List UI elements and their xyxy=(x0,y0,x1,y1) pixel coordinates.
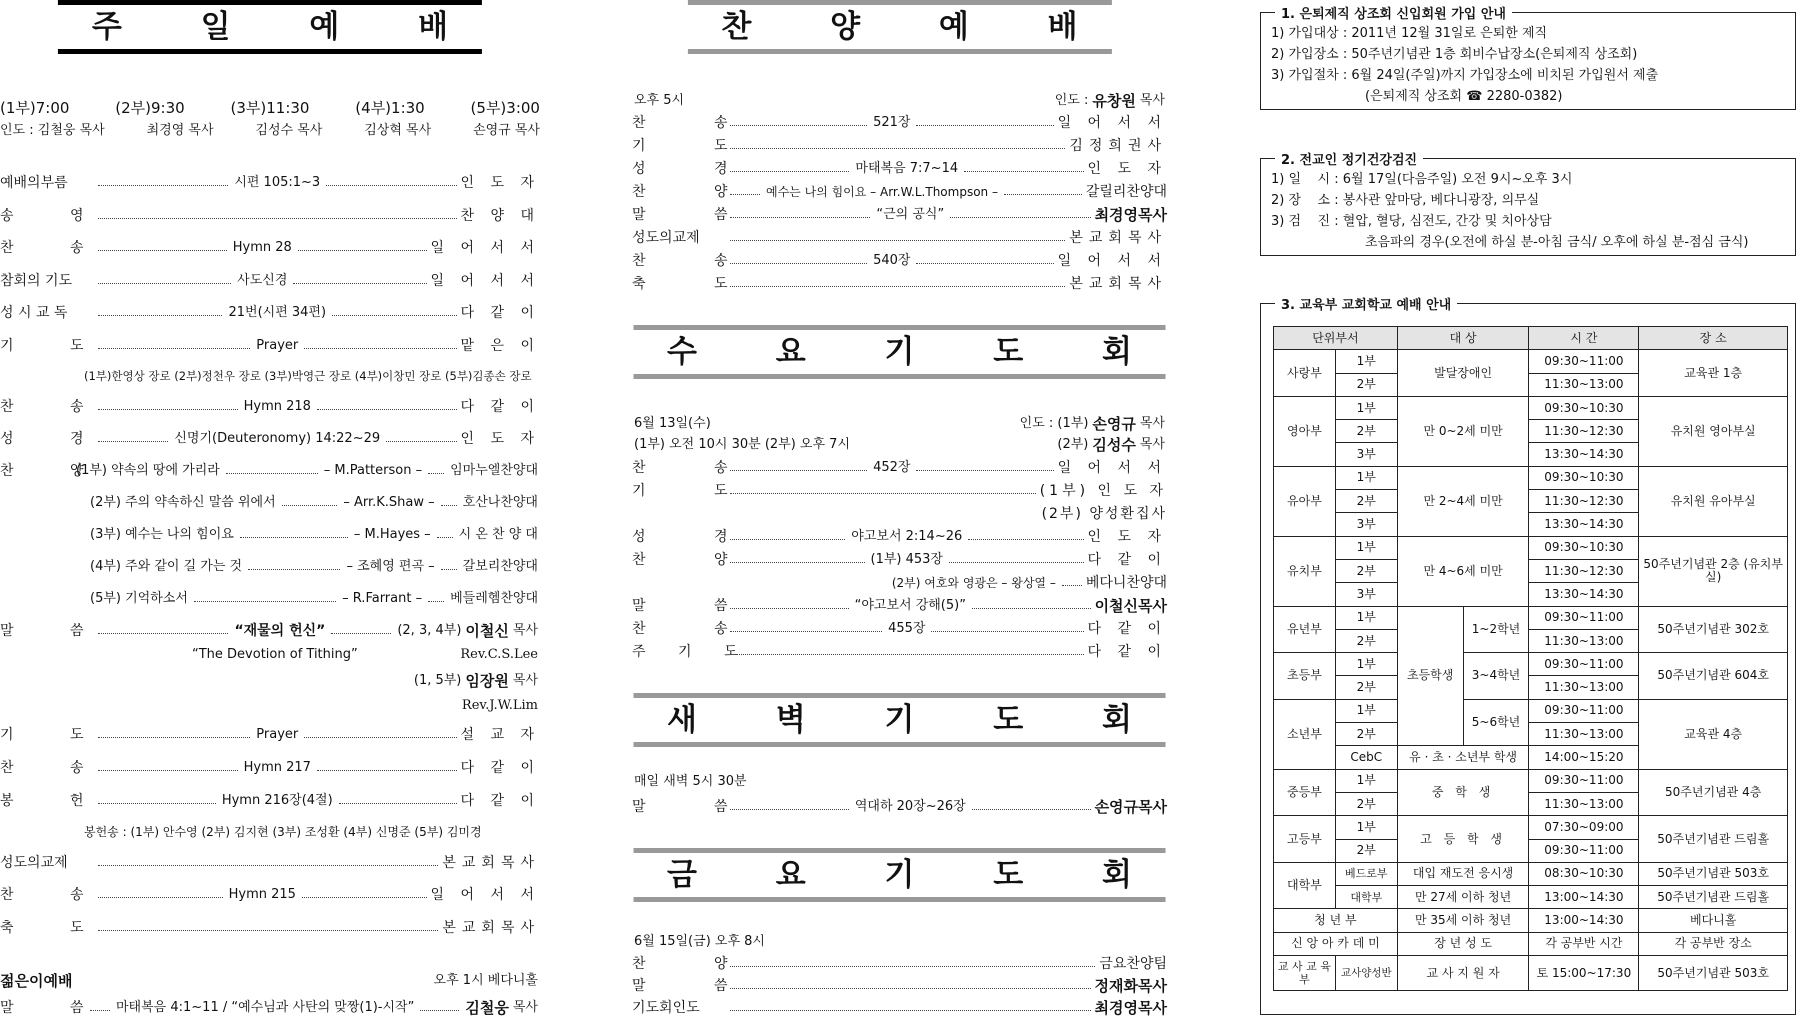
table-row: 유아부 1부 만 2~4세 미만 09:30~10:30 유치원 유아부실 xyxy=(1274,466,1788,489)
dawn-time: 매일 새벽 5시 30분 xyxy=(634,774,747,789)
sermon-row: 말 씀 “재물의 헌신” (2, 3, 4부) 이철신 목사 xyxy=(0,622,538,640)
order-item: 축 도 본교회목사 xyxy=(632,276,1167,292)
notice-line: (은퇴제직 상조회 ☎ 2280-0382) xyxy=(1365,89,1563,104)
leader-1: 인도 : 김철웅 목사 xyxy=(0,123,105,138)
leader-2: 최경영 목사 xyxy=(146,123,214,138)
notice-health-checkup xyxy=(1260,153,1796,256)
order-item: 찬 송 452장 일 어 서 서 xyxy=(632,460,1168,476)
notice-title: 1. 은퇴제직 상조회 신입회원 가입 안내 xyxy=(1275,3,1512,22)
prayer-elders: (1부)한영상 장로 (2부)정천우 장로 (3부)박영근 장로 (4부)이창민 장로 (5부)김종손 장로 xyxy=(84,369,532,383)
wednesday-prayer-title: 수 요 기 도 회 xyxy=(633,325,1166,379)
fri-time: 6월 15일(금) 오후 8시 xyxy=(634,934,765,949)
order-item: 기 도 김정희권사 xyxy=(632,138,1167,154)
order-item: 성 시 교 독 21번(시편 34편) 다 같 이 xyxy=(0,305,541,321)
anthem-label: 찬 양 xyxy=(0,463,110,479)
anthem-row: (2부) 주의 약속하신 말씀 위에서 – Arr.K.Shaw – 호산나찬양대 xyxy=(90,495,538,510)
order-item: 참회의 기도 사도신경 일 어 서 서 xyxy=(0,273,540,289)
table-row: 대학부 만 27세 이하 청년 13:00~14:30 50주년기념관 드림홀 xyxy=(1274,886,1788,909)
order-item: 말 씀 역대하 20장~26장 손영규목사 xyxy=(632,798,1168,816)
anthem-row: (5부) 기억하소서 – R.Farrant – 베들레헴찬양대 xyxy=(90,591,538,606)
order-item: 말 씀 “야고보서 강해(5)” 이철신목사 xyxy=(632,597,1168,615)
table-row: 교 사 교 육 부 교사양성반 교 사 지 원 자 토 15:00~17:30 50주년기념관 503호 xyxy=(1274,956,1788,991)
notice-line: 3) 가입절차 : 6월 24일(주일)까지 가입장소에 비치된 가입원서 제출 xyxy=(1271,68,1659,83)
time-3: (3부)11:30 xyxy=(230,99,310,117)
order-item: 송 영 찬 양 대 xyxy=(0,208,540,224)
table-row: 중등부 1부 중 학 생 09:30~11:00 50주년기념관 4층 xyxy=(1274,769,1788,792)
notice-line: 2) 가입장소 : 50주년기념관 1층 회비수납장소(은퇴제직 상조회) xyxy=(1271,47,1638,62)
wed-header: 6월 13일(수) 인도 : (1부) 손영규 목사 xyxy=(634,415,1165,433)
table-row: 신 앙 아 카 데 미 장 년 성 도 각 공부반 시간 각 공부반 장소 xyxy=(1274,932,1788,955)
order-item: 성 경 신명기(Deuteronomy) 14:22~29 인 도 자 xyxy=(0,431,540,447)
table-row: 유치부 1부 만 4~6세 미만 09:30~10:30 50주년기념관 2층 (유치부실) xyxy=(1274,536,1788,559)
leader-4: 김상혁 목사 xyxy=(364,123,432,138)
notice-line: 3) 검 진 : 혈압, 혈당, 심전도, 간강 및 치아상담 xyxy=(1271,214,1552,229)
order-item: 봉 헌 Hymn 216장(4절) 다 같 이 xyxy=(0,793,540,809)
order-item: 기 도 (1부) 인 도 자 xyxy=(632,483,1167,499)
table-row: 3부 13:30~14:30 xyxy=(1274,583,1788,606)
praise-service-title: 찬 양 예 배 xyxy=(687,0,1111,54)
wed-anthem-2: (2부) 여호와 영광은 – 왕상열 – 베다니찬양대 xyxy=(891,575,1167,591)
table-row: 영아부 1부 만 0~2세 미만 09:30~10:30 유치원 영아부실 xyxy=(1274,396,1788,419)
notice-title: 3. 교육부 교회학교 예배 안내 xyxy=(1275,294,1457,313)
youth-service-row: 말 씀 마태복음 4:1~11 / “예수님과 사탄의 맞짱(1)-시작” 김철웅 목사 xyxy=(0,999,538,1017)
order-item: 찬 양 금요찬양팀 xyxy=(632,956,1167,972)
table-row: 2부 11:30~13:00 xyxy=(1274,792,1788,815)
notice-line: 2) 장 소 : 봉사관 앞마당, 베다니광장, 의무실 xyxy=(1271,193,1540,208)
order-item: 찬 송 Hymn 215 일 어 서 서 xyxy=(0,887,540,903)
sermon-en-row: “The Devotion of Tithing” Rev.C.S.Lee xyxy=(192,647,538,662)
service-times xyxy=(0,97,540,118)
order-item: 찬 송 455장 다 같 이 xyxy=(632,621,1168,637)
order-item: 성도의교제 본교회목사 xyxy=(0,855,540,871)
table-header: 단위부서 대 상 시 간 장 소 xyxy=(1274,327,1788,350)
order-item: 주 기 도 다 같 이 xyxy=(632,644,1167,660)
table-row: CebC 유 · 초 · 소년부 학생 14:00~15:20 xyxy=(1274,746,1788,769)
order-item: 찬 송 Hymn 218 다 같 이 xyxy=(0,399,540,415)
time-2: (2부)9:30 xyxy=(115,99,185,117)
table-row: 고등부 1부 고 등 학 생 07:30~09:00 50주년기념관 드림홀 xyxy=(1274,816,1788,839)
anthem-row: (1부) 약속의 땅에 가리라 – M.Patterson – 임마누엘찬양대 xyxy=(76,463,538,478)
notice-line: 1) 가입대상 : 2011년 12월 31일로 은퇴한 제직 xyxy=(1271,26,1548,41)
table-row: 2부 09:30~11:00 xyxy=(1274,839,1788,862)
table-row: 2부 11:30~13:00 xyxy=(1274,723,1788,746)
order-item: 말 씀 정재화목사 xyxy=(632,977,1167,995)
sunday-service-title: 주 일 예 배 xyxy=(58,0,482,54)
notice-line: 초음파의 경우(오전에 하실 분-아침 금식/ 오후에 하실 분-점심 금식) xyxy=(1365,235,1749,250)
order-item: 찬 송 540장 일 어 서 서 xyxy=(632,253,1168,269)
order-item: 기 도 Prayer 맡 은 이 xyxy=(0,338,541,354)
praise-header: 오후 5시 인도 : 유창원 목사 xyxy=(634,92,1165,110)
time-4: (4부)1:30 xyxy=(355,99,425,117)
time-1: (1부)7:00 xyxy=(0,99,70,117)
table-row: 3부 13:30~14:30 xyxy=(1274,513,1788,536)
order-item: 찬 양 예수는 나의 힘이요 – Arr.W.L.Thompson – 갈릴리찬양대 xyxy=(632,184,1167,200)
offering-singers: 봉헌송 : (1부) 안수영 (2부) 김지현 (3부) 조성환 (4부) 신명준 (5부) 김미경 xyxy=(84,825,482,839)
order-item: 찬 송 521장 일 어 서 서 xyxy=(632,115,1168,131)
order-item: 기도회인도 최경영목사 xyxy=(632,999,1167,1017)
time-5: (5부)3:00 xyxy=(470,99,540,117)
order-item: 말 씀 “근의 공식” 최경영목사 xyxy=(632,206,1168,224)
table-row: 2부 11:30~13:00 xyxy=(1274,676,1788,699)
table-row: 초등부 1부 3~4학년 09:30~11:00 50주년기념관 604호 xyxy=(1274,653,1788,676)
order-item: 성도의교제 본교회목사 xyxy=(632,230,1167,246)
leader-5: 손영규 목사 xyxy=(473,123,540,138)
table-row: 2부 11:30~12:30 xyxy=(1274,420,1788,443)
notice-line: 1) 일 시 : 6월 17일(다음주일) 오전 9시~오후 3시 xyxy=(1271,172,1573,187)
service-leaders xyxy=(0,119,540,138)
table-row: 2부 11:30~13:00 xyxy=(1274,373,1788,396)
sermon-row-2: (1, 5부) 임장원 목사 xyxy=(413,672,538,690)
order-item: 축 도 본교회목사 xyxy=(0,920,540,936)
order-item: 찬 송 Hymn 28 일 어 서 서 xyxy=(0,240,540,256)
sermon-rev-2: Rev.J.W.Lim xyxy=(461,698,538,713)
wed-prayer-2: (2부) 양성환집사 xyxy=(1041,506,1167,522)
anthem-row: (4부) 주와 같이 길 가는 것 – 조혜영 편곡 – 갈보리찬양대 xyxy=(90,559,538,574)
wed-header-2: (1부) 오전 10시 30분 (2부) 오후 7시 (2부) 김성수 목사 xyxy=(634,436,1165,454)
youth-service-header: 젊은이예배 오후 1시 베다니홀 xyxy=(0,972,538,990)
notice-title: 2. 전교인 정기건강검진 xyxy=(1275,149,1423,168)
table-row: 청 년 부 만 35세 이하 청년 13:00~14:30 베다니홀 xyxy=(1274,909,1788,932)
order-item: 기 도 Prayer 설 교 자 xyxy=(0,727,541,743)
table-row: 사랑부 1부 발달장애인 09:30~11:00 교육관 1층 xyxy=(1274,350,1788,373)
friday-prayer-title: 금 요 기 도 회 xyxy=(633,848,1166,902)
table-row: 소년부 1부 5~6학년 09:30~11:00 교육관 4층 xyxy=(1274,699,1788,722)
notice-education-schedule xyxy=(1260,298,1796,1015)
table-row: 대학부 베드로부 대입 재도전 응시생 08:30~10:30 50주년기념관 503호 xyxy=(1274,862,1788,885)
table-row: 3부 13:30~14:30 xyxy=(1274,443,1788,466)
table-row: 2부 11:30~12:30 xyxy=(1274,559,1788,582)
anthem-row: (3부) 예수는 나의 힘이요 – M.Hayes – 시 온 찬 양 대 xyxy=(90,527,538,542)
table-row: 유년부 1부 초등학생 1~2학년 09:30~11:00 50주년기념관 302호 xyxy=(1274,606,1788,629)
leader-3: 김성수 목사 xyxy=(255,123,323,138)
order-item: 예배의부름 시편 105:1~3 인 도 자 xyxy=(0,175,540,191)
table-row: 2부 11:30~13:00 xyxy=(1274,629,1788,652)
order-item: 성 경 마태복음 7:7~14 인 도 자 xyxy=(632,161,1167,177)
table-row: 2부 11:30~12:30 xyxy=(1274,490,1788,513)
dawn-prayer-title: 새 벽 기 도 회 xyxy=(633,693,1166,747)
order-item: 찬 송 Hymn 217 다 같 이 xyxy=(0,760,540,776)
order-item: 성 경 야고보서 2:14~26 인 도 자 xyxy=(632,529,1168,545)
schedule-table xyxy=(1273,326,1788,991)
order-item: 찬 양 (1부) 453장 다 같 이 xyxy=(632,552,1167,568)
notice-retired-association xyxy=(1260,7,1796,110)
